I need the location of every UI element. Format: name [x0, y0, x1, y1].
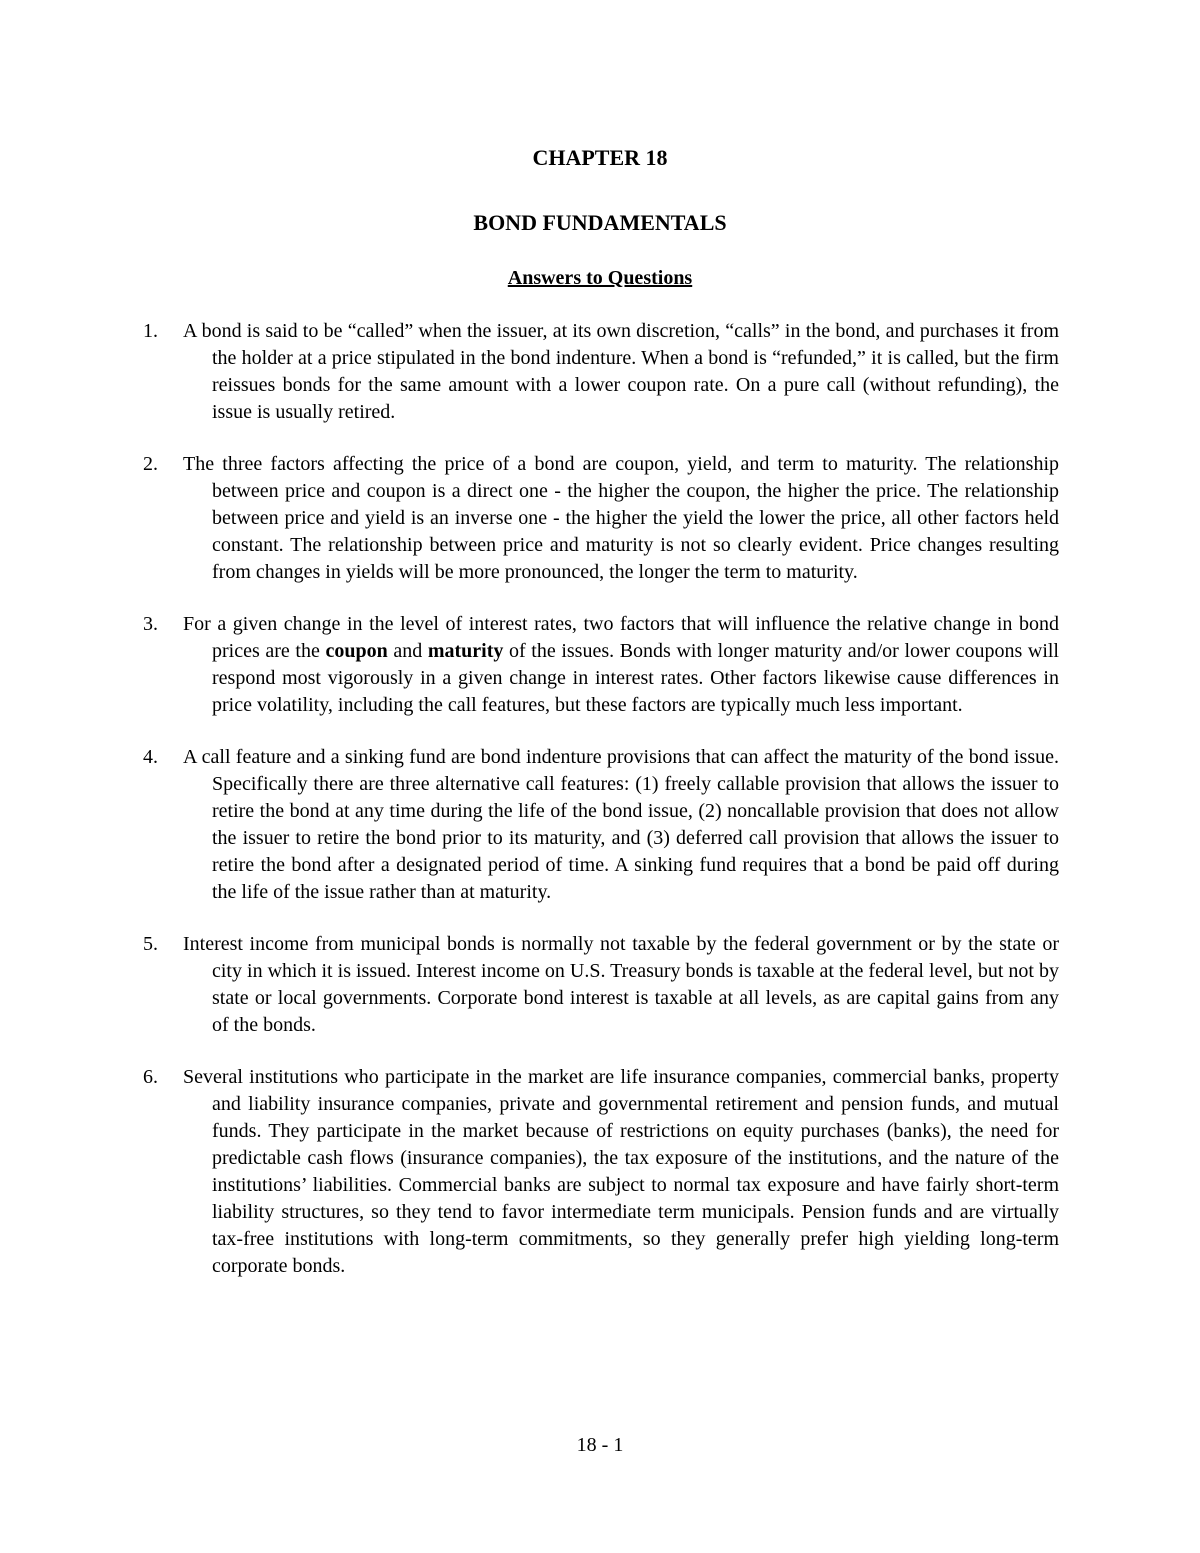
question-number: 1.: [143, 320, 158, 342]
answer-text-segment: of the issues. Bonds with longer maturity and/or lower coupons will respond most vigorously in a given change in interest rates. Other factors likewise cause differences in price volatility, including the call features, but these factors are typically much less important.: [212, 640, 1059, 716]
question-item-1: [143, 318, 1059, 426]
question-answer-text: The three factors affecting the price of a bond are coupon, yield, and term to maturity. The relationship between price and coupon is a direct one - the higher the coupon, the higher the price. The relationship between price and yield is an inverse one - the higher the yield the lower the price, all other factors held constant. The relationship between price and maturity is not so clearly evident. Price changes resulting from changes in yields will be more pronounced, the longer the term to maturity.: [183, 453, 1059, 583]
question-number: 6.: [143, 1066, 158, 1088]
question-answer-text: A bond is said to be “called” when the issuer, at its own discretion, “calls” in the bond, and purchases it from the holder at a price stipulated in the bond indenture. When a bond is “refunded,” it is called, but the firm reissues bonds for the same amount with a lower coupon rate. On a pure call (without refunding), the issue is usually retired.: [183, 320, 1059, 423]
question-answer-text: [183, 611, 1059, 719]
question-item-3: [143, 611, 1059, 719]
question-item-4: [143, 744, 1059, 906]
chapter-heading: CHAPTER 18: [532, 145, 668, 170]
emphasis-maturity: maturity: [427, 640, 504, 662]
answer-text-segment: and: [387, 640, 428, 662]
emphasis-coupon: coupon: [325, 640, 388, 662]
question-number: 5.: [143, 933, 158, 955]
answer-text-segment: For a given change in the level of interest rates, two factors that will influence the relative change in bond prices are the: [183, 613, 1059, 662]
question-number: 2.: [143, 453, 158, 475]
question-item-2: [143, 451, 1059, 586]
question-answer-text: A call feature and a sinking fund are bond indenture provisions that can affect the maturity of the bond issue. Specifically there are three alternative call features: (1) freely callable provision that allows the issuer to retire the bond at any time during the life of the bond issue, (2) noncallable provision that does not allow the issuer to retire the bond prior to its maturity, and (3) deferred call provision that allows the issuer to retire the bond after a designated period of time. A sinking fund requires that a bond be paid off during the life of the issue rather than at maturity.: [183, 746, 1059, 903]
page-number: 18 - 1: [576, 1434, 624, 1456]
questions-list: [143, 318, 1059, 1305]
question-number: 3.: [143, 613, 158, 635]
section-heading: Answers to Questions: [507, 267, 693, 289]
question-item-5: [143, 931, 1059, 1039]
question-item-6: [143, 1064, 1059, 1280]
question-answer-text: Interest income from municipal bonds is normally not taxable by the federal government or by the state or city in which it is issued. Interest income on U.S. Treasury bonds is taxable at the federal level, but not by state or local governments. Corporate bond interest is taxable at all levels, as are capital gains from any of the bonds.: [183, 933, 1059, 1036]
page-title: BOND FUNDAMENTALS: [473, 210, 727, 235]
question-answer-text: Several institutions who participate in the market are life insurance companies, commercial banks, property and liability insurance companies, private and governmental retirement and pension funds, and mutual funds. They participate in the market because of restrictions on equity purchases (banks), the need for predictable cash flows (insurance companies), the tax exposure of the institutions, and the nature of the institutions’ liabilities. Commercial banks are subject to normal tax exposure and have fairly short-term liability structures, so they tend to favor intermediate term municipals. Pension funds and are virtually tax-free institutions with long-term commitments, so they generally prefer high yielding long-term corporate bonds.: [183, 1066, 1059, 1277]
question-number: 4.: [143, 746, 158, 768]
